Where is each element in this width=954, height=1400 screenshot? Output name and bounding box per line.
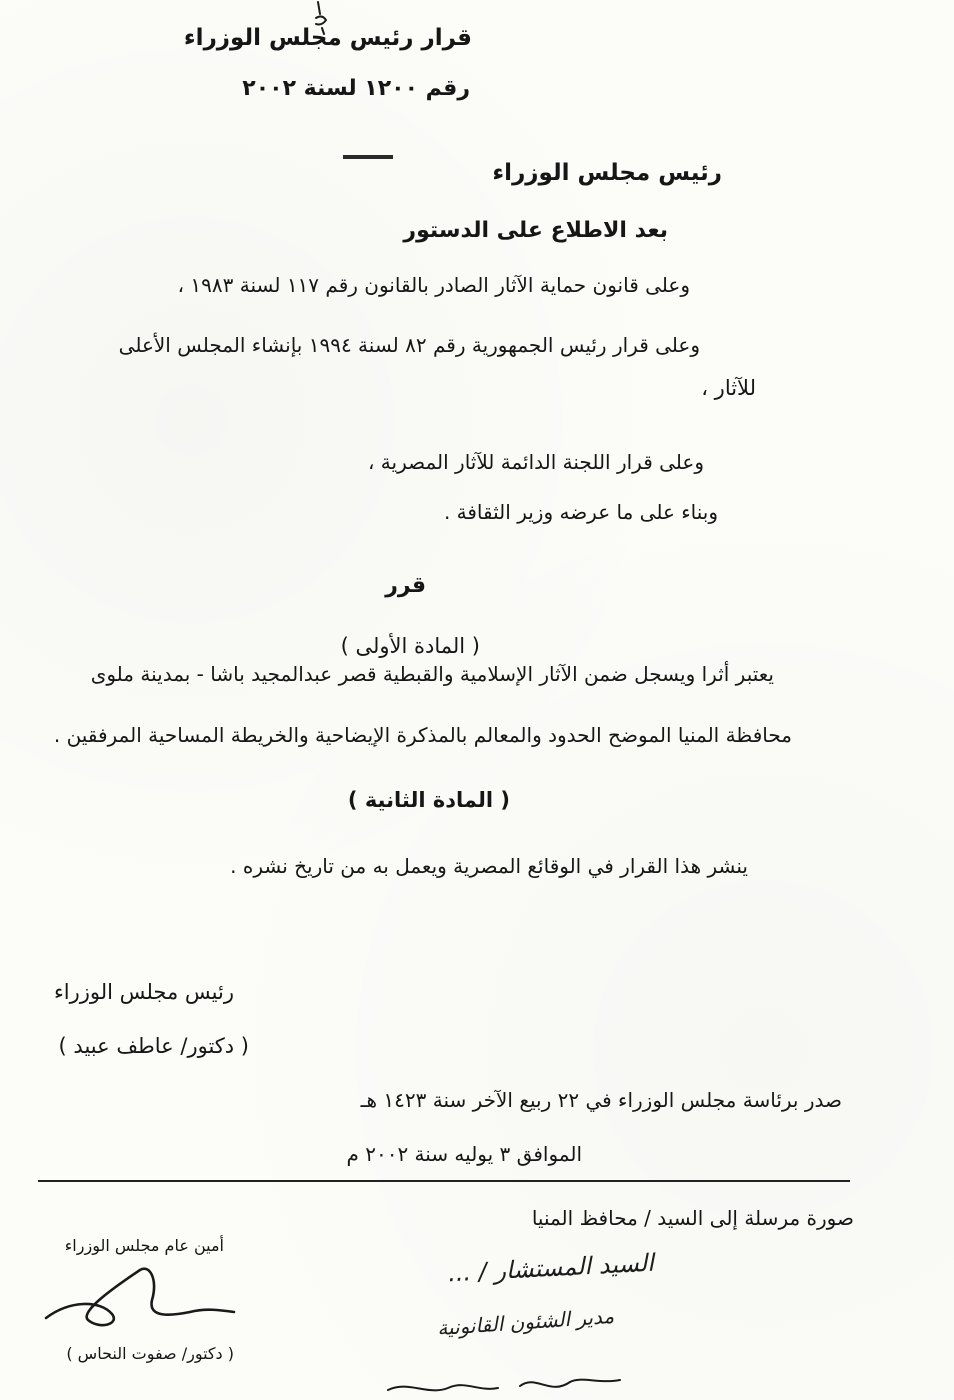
article-1-line-2: محافظة المنيا الموضح الحدود والمعالم بالمذكرة الإيضاحية والخريطة المساحية المرفقين .: [53, 723, 792, 747]
issuance-date-gregorian: الموافق ٣ يوليه سنة ٢٠٠٢ م: [346, 1142, 582, 1166]
preamble-clause-1: وعلى قانون حماية الآثار الصادر بالقانون رقم ١١٧ لسنة ١٩٨٣ ،: [177, 273, 690, 297]
issuance-date-hijri: صدر برئاسة مجلس الوزراء في ٢٢ ربيع الآخر سنة ١٤٢٣ هـ: [360, 1088, 842, 1112]
decision-heading: قرر: [385, 573, 426, 598]
article-1-title: ( المادة الأولى ): [340, 634, 480, 658]
preamble-clause-2-line-2: للآثار ،: [701, 376, 756, 400]
decree-title: قرار رئيس مجلس الوزراء: [183, 25, 472, 51]
secretary-general-name: ( دكتور/ صفوت النحاس ): [66, 1344, 234, 1363]
issuer-line: رئيس مجلس الوزراء: [492, 160, 722, 186]
preamble-clause-2-line-1: وعلى قرار رئيس الجمهورية رقم ٨٢ لسنة ١٩٩٤ بإنشاء المجلس الأعلى: [118, 333, 700, 357]
article-2-line-1: ينشر هذا القرار في الوقائع المصرية ويعمل به من تاريخ نشره .: [230, 854, 748, 878]
secretary-general-label: أمين عام مجلس الوزراء: [64, 1236, 224, 1255]
article-2-title: ( المادة الثانية ): [347, 788, 510, 812]
signatory-name: ( دكتور/ عاطف عبيد ): [58, 1034, 249, 1058]
handwritten-note-2: مدير الشئون القانونية: [436, 1303, 615, 1341]
article-1-line-1: يعتبر أثرا ويسجل ضمن الآثار الإسلامية والقبطية قصر عبدالمجيد باشا - بمدينة ملوى: [90, 662, 774, 686]
copy-recipient: صورة مرسلة إلى السيد / محافظ المنيا: [531, 1206, 854, 1230]
footer-separator: [38, 1180, 850, 1182]
handwritten-scribble: [380, 1360, 640, 1400]
preamble-clause-4: وبناء على ما عرضه وزير الثقافة .: [443, 500, 718, 524]
preamble-clause-3: وعلى قرار اللجنة الدائمة للآثار المصرية ،: [367, 450, 704, 474]
handwritten-note-1: السيد المستشار / ...: [447, 1248, 655, 1288]
secretary-signature: [40, 1260, 240, 1340]
header-separator: [343, 155, 393, 159]
signatory-title: رئيس مجلس الوزراء: [53, 980, 234, 1004]
decree-number: رقم ١٢٠٠ لسنة ٢٠٠٢: [242, 76, 470, 101]
constitution-line: بعد الاطلاع على الدستور: [403, 218, 668, 243]
